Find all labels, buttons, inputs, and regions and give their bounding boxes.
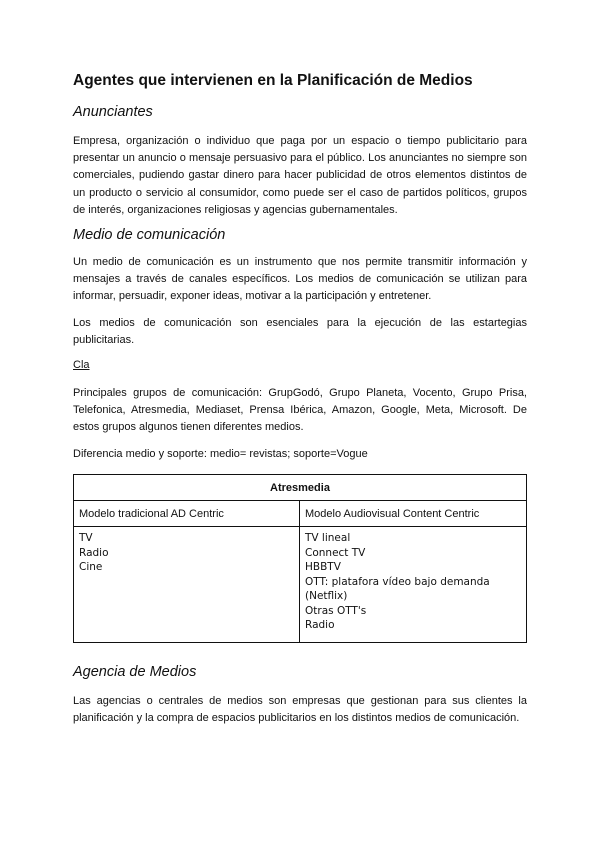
paragraph-agencia: Las agencias o centrales de medios son empresas que gestionan para sus clientes la planificación y la compra de espacios publicitarios en los distintos medios de comunicación.: [73, 695, 527, 725]
list-item: Otras OTT's: [305, 604, 367, 617]
paragraph-anunciantes: Empresa, organización o individuo que paga por un espacio o tiempo publicitario para presentar un anuncio o mensaje persuasivo para el público. Los anunciantes no siempre son comerciales, pudiendo gastar dinero para hacer publicidad de otros elementos distintos de un producto o servicio al consumidor, como puede ser el caso de partidos políticos, grupos de interés, organizaciones religiosas y agencias gubernamentales.: [73, 135, 527, 216]
paragraph-medio-definition: Un medio de comunicación es un instrumento que nos permite transmitir información y mensajes a través de canales específicos. Los medios de comunicación se utilizan para informar, persuadir, exponer ideas, motivar a la participación y entretener.: [73, 256, 527, 303]
list-item: OTT: platafora vídeo bajo demanda: [305, 575, 490, 588]
col1-header: Modelo tradicional AD Centric: [74, 501, 300, 527]
heading-medio: Medio de comunicación: [73, 227, 226, 243]
heading-anunciantes: Anunciantes: [73, 104, 153, 120]
list-item: TV: [79, 532, 93, 544]
list-item: (Netflix): [305, 590, 348, 602]
paragraph-medio-essential: Los medios de comunicación son esenciales para la ejecución de las estartegias publicitarias.: [73, 317, 527, 347]
paragraph-diferencia: Diferencia medio y soporte: medio= revistas; soporte=Vogue: [73, 448, 368, 460]
col2-cell: [300, 527, 527, 643]
atresmedia-table: [73, 474, 527, 643]
list-item: Connect TV: [305, 546, 366, 559]
list-item: Cine: [79, 561, 103, 573]
paragraph-grupos: Principales grupos de comunicación: GrupGodó, Grupo Planeta, Vocento, Grupo Prisa, Telefonica, Atresmedia, Mediaset, Prensa Ibérica, Amazon, Google, Meta, Microsoft. De estos grupos algunos tienen diferentes medios.: [73, 387, 527, 434]
heading-agencia: Agencia de Medios: [73, 664, 197, 680]
list-item: Radio: [305, 619, 335, 631]
list-item: HBBTV: [305, 561, 341, 573]
list-item: TV lineal: [305, 532, 351, 544]
table-title: Atresmedia: [74, 475, 527, 501]
col1-cell: [74, 527, 300, 643]
col2-header: Modelo Audiovisual Content Centric: [300, 501, 527, 527]
cla-label: Cla: [73, 359, 90, 371]
document-title: Agentes que intervienen en la Planificación de Medios: [73, 72, 473, 89]
list-item: Radio: [79, 546, 109, 559]
